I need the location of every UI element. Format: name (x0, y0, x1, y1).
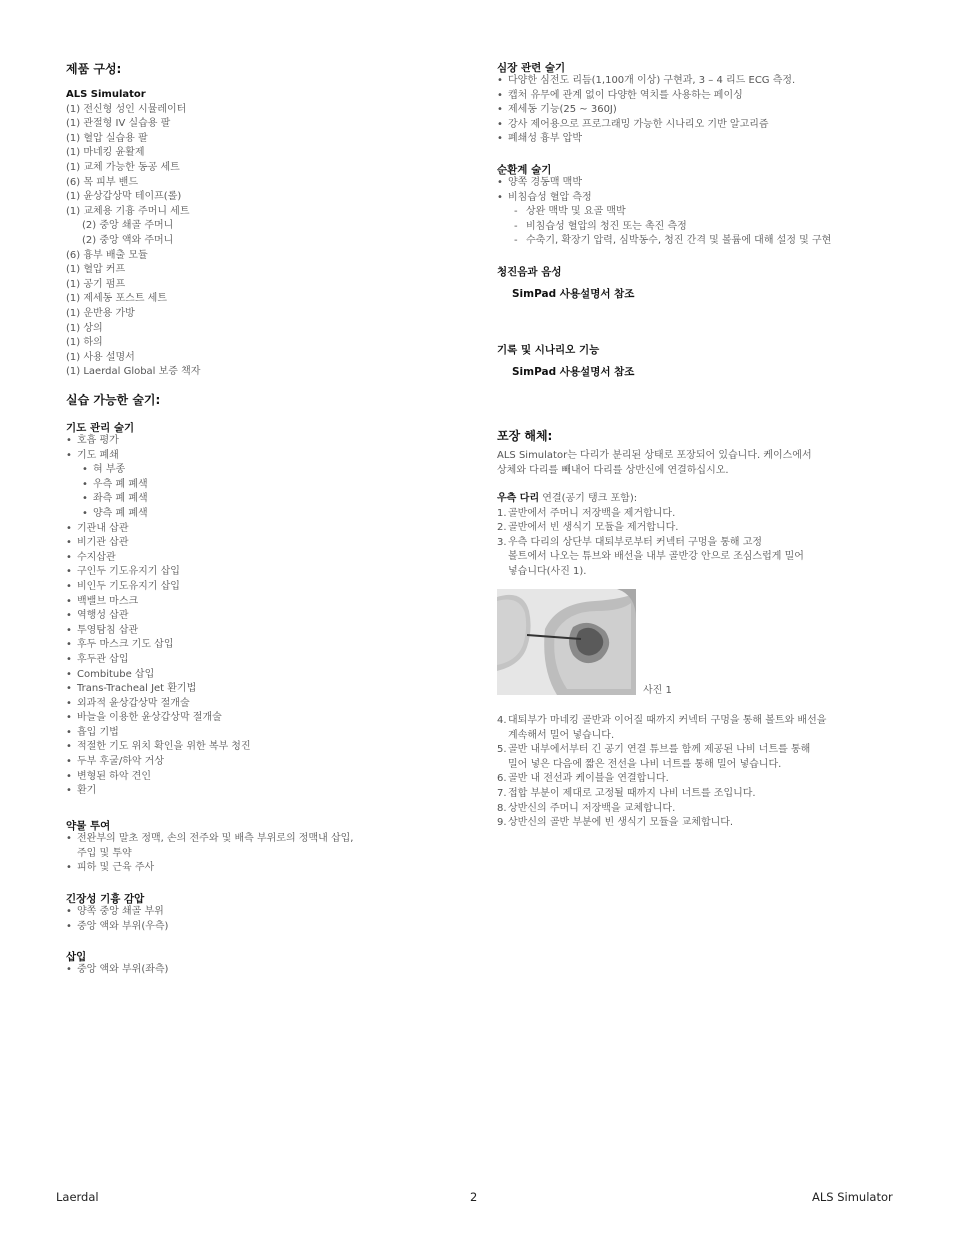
list-item: 비기관 삽관 (77, 537, 129, 549)
right-leg-label: 우측 다리 (497, 493, 540, 504)
list-item: 상완 맥박 및 요골 맥박 (526, 206, 626, 218)
step-item: 골반 내부에서부터 긴 공기 연결 튜브를 함께 제공된 나비 너트를 통해 (508, 744, 811, 756)
right-leg-heading-rest: 연결(공기 탱크 포함): (539, 493, 638, 504)
step-item: 계속해서 밀어 넣습니다. (508, 729, 615, 741)
step-item: 넣습니다(사진 1). (508, 565, 587, 577)
step-item: 접합 부분이 제대로 고정될 때까지 나비 너트를 조입니다. (508, 787, 756, 799)
step-item: 대퇴부가 마네킹 골반과 이어질 때까지 커넥터 구멍을 통해 볼트와 배선을 (508, 715, 827, 726)
step-item: 골반에서 빈 생식기 모듈을 제거합니다. (508, 522, 679, 534)
list-item: 기관내 삽관 (77, 522, 129, 534)
list-item: (1) 제세동 포스트 세트 (66, 293, 167, 305)
list-item: (1) 전신형 성인 시뮬레이터 (66, 103, 187, 115)
list-item: 호흡 평가 (77, 435, 119, 446)
cardiac-title: 심장 관련 술기 (497, 62, 566, 74)
sounds-reference: SimPad 사용설명서 참조 (512, 288, 635, 300)
list-item: (2) 중앙 쇄골 주머니 (82, 220, 174, 232)
list-item: (1) 교체 가능한 동공 세트 (66, 161, 180, 173)
list-item: (1) 교체용 기흉 주머니 세트 (66, 205, 190, 217)
photo-caption: 사진 1 (643, 685, 672, 696)
photo-leg-connection (497, 589, 636, 695)
list-item: (1) 관절형 IV 실습용 팔 (66, 118, 171, 130)
list-item: 비인두 기도유지기 삽입 (77, 580, 180, 592)
unpack-title: 포장 해체: (497, 429, 553, 443)
list-item: (1) 윤상갑상막 테이프(롤) (66, 191, 182, 203)
list-item: 중앙 액와 부위(우측) (77, 920, 169, 932)
list-item: 바늘을 이용한 윤상갑상막 절개술 (77, 712, 222, 724)
record-reference: SimPad 사용설명서 참조 (512, 366, 635, 378)
list-item: 투영탐침 삽관 (77, 624, 139, 636)
list-item: Trans-Tracheal Jet 환기법 (77, 683, 197, 695)
list-item: 폐쇄성 흉부 압박 (508, 133, 582, 145)
list-item: 환기 (77, 785, 97, 797)
list-item: 두부 후굴/하악 거상 (77, 756, 165, 768)
list-item: 전완부의 말초 정맥, 손의 전주와 및 배측 부위로의 정맥내 삽입, (77, 833, 354, 844)
components-list (66, 88, 200, 380)
list-item: (1) 하의 (66, 337, 103, 349)
list-item: 제세동 기능(25 ~ 360J) (508, 104, 617, 116)
step-item: 골반 내 전선과 케이블을 연결합니다. (508, 773, 669, 785)
insert-title: 삽입 (66, 951, 87, 963)
step-item: 밀어 넣은 다음에 짧은 전선을 나비 너트를 통해 밀어 넣습니다. (508, 758, 782, 770)
list-item: 후두 마스크 기도 삽입 (77, 639, 174, 651)
step-item: 상반신의 주머니 저장백을 교체합니다. (508, 802, 676, 814)
remaining-steps: 4.대퇴부가 마네킹 골반과 이어질 때까지 커넥터 구멍을 통해 볼트와 배선을 계속해서 밀어 넣습니다. 5.골반 내부에서부터 긴 공기 연결 튜브를 함께 제공된 나비 너트를 통해 밀어 넣은 다음에 짧은 전선을 나비 너트를 통해 밀어 넣습니다. 6.골반 내 전선과 케이블을 연결합니다. 7.접합 부분이 제대로 고정될 때까지 나비 너트를 조입니다. 8.상반신의 주머니 저장백을 교체합니다. 9.상반신의 골반 부분에 빈 생식기 모듈을 교체합니다. (497, 715, 827, 829)
list-item: 피하 및 근육 주사 (77, 862, 155, 874)
list-item: 수축기, 확장기 압력, 심박동수, 청진 간격 및 볼륨에 대해 설정 및 구현 (526, 235, 832, 247)
tension-list: • 양쪽 중앙 쇄골 부위 • 중앙 액와 부위(우측) (66, 906, 169, 932)
list-item: 구인두 기도유지기 삽입 (77, 566, 180, 578)
list-item: (2) 중앙 액와 주머니 (82, 234, 174, 246)
list-item: (1) 운반용 가방 (66, 307, 135, 319)
circulation-list: • 양쪽 경동맥 맥박 • 비침습성 혈압 측정 - 상완 맥박 및 요골 맥박 - 비침습성 혈압의 청진 또는 촉진 측정 - 수축기, 확장기 압력, 심박동수, 청진 간격 및 볼륨에 대해 설정 및 구현 (497, 177, 832, 247)
list-item: Combitube 삽입 (77, 668, 155, 680)
skills-title: 실습 가능한 술기: (66, 393, 161, 407)
step-item: 상반신의 골반 부분에 빈 생식기 모듈을 교체합니다. (508, 817, 734, 829)
list-item: (1) 혈압 실습용 팔 (66, 132, 148, 144)
list-item: 백밸브 마스크 (77, 595, 139, 607)
als-label: ALS Simulator (66, 89, 146, 100)
list-item: (6) 목 피부 밴드 (66, 176, 139, 188)
step-item: 우측 다리의 상단부 대퇴부로부터 커넥터 구멍을 통해 고정 (508, 536, 763, 548)
list-item: 기도 폐쇄 (77, 449, 119, 461)
list-item: (1) 마네킹 윤활제 (66, 147, 145, 159)
cardiac-list: • 다양한 심전도 리듬(1,100개 이상) 구현과, 3 – 4 리드 ECG 측정. • 캡처 유무에 관계 없이 다양한 역치를 사용하는 페이싱 • 제세동 기능(25 ~ 360J) • 강사 제어용으로 프로그래밍 가능한 시나리오 기반 알고리즘 • 폐쇄성 흉부 압박 (497, 75, 796, 145)
step-item: 골반에서 주머니 저장백을 제거합니다. (508, 507, 676, 519)
list-item: (6) 흉부 배출 모듈 (66, 249, 148, 261)
page-number: 2 (470, 1190, 478, 1204)
list-item: 중앙 액와 부위(좌측) (77, 964, 169, 975)
list-item: 비침습성 혈압의 청진 또는 촉진 측정 (526, 220, 687, 232)
right-leg-steps: 우측 다리 연결(공기 탱크 포함): 1.골반에서 주머니 저장백을 제거합니다. 2.골반에서 빈 생식기 모듈을 제거합니다. 3.우측 다리의 상단부 대퇴부로부터 커넥터 구멍을 통해 고정 볼트에서 나오는 튜브와 배선을 내부 골반강 안으로 조심스럽게 밀어 넣습니다(사진 1). (497, 492, 804, 580)
list-item: 흡입 기법 (77, 726, 119, 738)
list-item: 비침습성 혈압 측정 (508, 191, 592, 203)
list-item: (1) 상의 (66, 322, 103, 334)
list-item: 좌측 폐 폐색 (93, 493, 148, 505)
paragraph-line: ALS Simulator는 다리가 분리된 상태로 포장되어 있습니다. 케이스에서 (497, 450, 812, 461)
list-item: 우측 폐 폐색 (93, 478, 148, 490)
footer-brand: Laerdal (56, 1190, 99, 1204)
list-item: 혀 부종 (93, 464, 126, 476)
paragraph-line: 상체와 다리를 빼내어 다리를 상반신에 연결하십시오. (497, 464, 729, 476)
footer-product: ALS Simulator (812, 1190, 893, 1204)
list-item: 적절한 기도 위치 확인을 위한 복부 청진 (77, 741, 251, 753)
list-item: 양쪽 경동맥 맥박 (508, 177, 582, 188)
components-title: 제품 구성: (66, 62, 122, 76)
sounds-title: 청진음과 음성 (497, 266, 562, 278)
airway-list: • 호흡 평가 • 기도 폐쇄 • 혀 부종 • 우측 폐 폐색 • 좌측 폐 폐색 • 양측 폐 폐색 • 기관내 삽관 • 비기관 삽관 • 수지삽관 • 구인두 기도유지기 삽입 • 비인두 기도유지기 삽입 • 백밸브 마스크 • 역행성 삽관 • 투영탐침 삽관 • 후두 마스크 기도 삽입 • 후두관 삽입 • Combitube 삽입 • Trans-Tracheal Jet 환기법 • 외과적 윤상갑상막 절개술 • 바늘을 이용한 윤상갑상막 절개술 • 흡입 기법 • 적절한 기도 위치 확인을 위한 복부 청진 • 두부 후굴/하악 거상 • 변형된 하악 견인 • 환기 (66, 435, 251, 797)
list-item: 다양한 심전도 리듬(1,100개 이상) 구현과, 3 – 4 리드 ECG 측정. (508, 75, 796, 86)
list-item: (1) 공기 펌프 (66, 278, 126, 290)
unpack-intro (497, 449, 812, 478)
list-item: (1) 사용 설명서 (66, 351, 135, 363)
list-item: 역행성 삽관 (77, 610, 129, 622)
tension-title: 긴장성 기흉 감압 (66, 893, 145, 905)
drug-title: 약물 투여 (66, 820, 111, 832)
insert-list: • 중앙 액와 부위(좌측) (66, 964, 169, 975)
list-item: 변형된 하악 견인 (77, 770, 151, 782)
airway-title: 기도 관리 술기 (66, 422, 135, 434)
drug-list: • 전완부의 말초 정맥, 손의 전주와 및 배측 부위로의 정맥내 삽입, 주입 및 투약 • 피하 및 근육 주사 (66, 833, 354, 874)
list-item: (1) Laerdal Global 보증 책자 (66, 366, 201, 378)
list-item: 캡처 유무에 관계 없이 다양한 역치를 사용하는 페이싱 (508, 89, 743, 101)
list-item: 주입 및 투약 (77, 847, 132, 859)
circulation-title: 순환계 술기 (497, 164, 552, 176)
list-item: (1) 혈압 커프 (66, 264, 126, 276)
list-item: 수지삽관 (77, 551, 116, 563)
step-item: 볼트에서 나오는 튜브와 배선을 내부 골반강 안으로 조심스럽게 밀어 (508, 551, 804, 563)
list-item: 양쪽 중앙 쇄골 부위 (77, 906, 164, 917)
list-item: 양측 폐 폐색 (93, 507, 148, 519)
record-title: 기록 및 시나리오 기능 (497, 344, 600, 356)
list-item: 후두관 삽입 (77, 653, 129, 665)
list-item: 강사 제어용으로 프로그래밍 가능한 시나리오 기반 알고리즘 (508, 118, 769, 130)
list-item: 외과적 윤상갑상막 절개술 (77, 697, 190, 709)
